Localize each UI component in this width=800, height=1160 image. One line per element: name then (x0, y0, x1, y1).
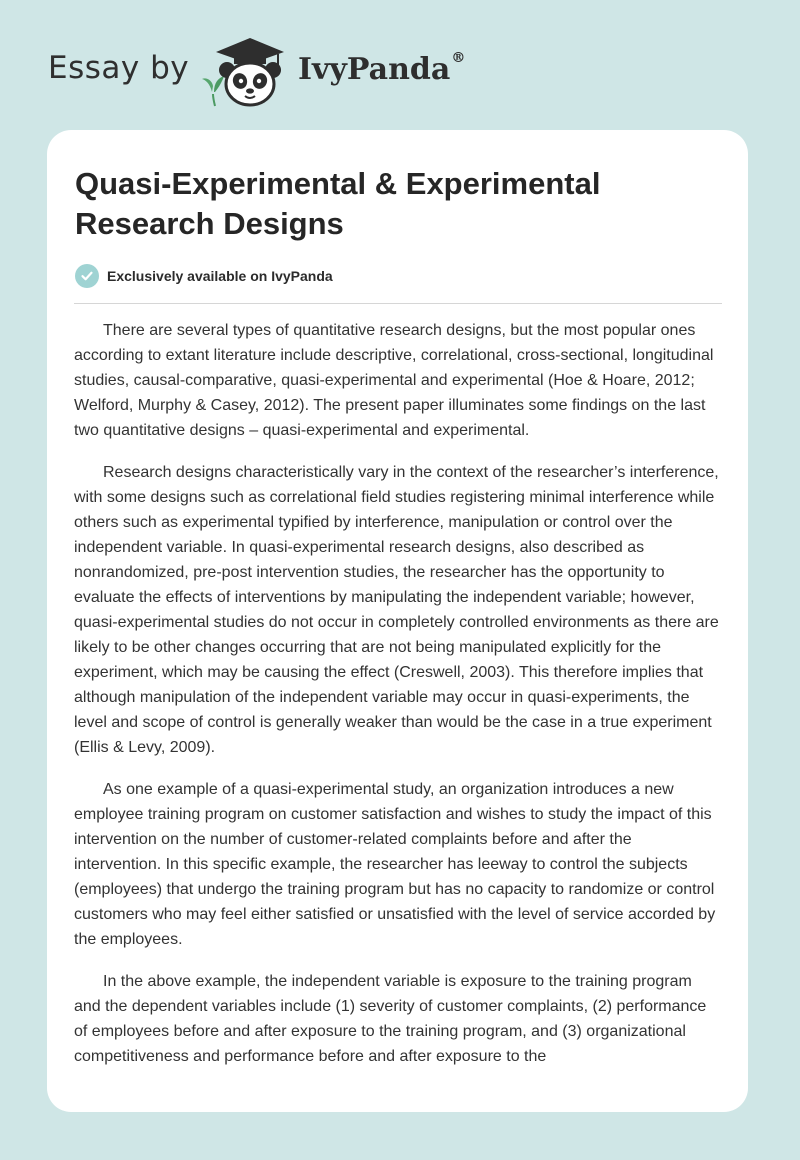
paragraph-1: There are several types of quantitative research designs, but the most popular ones according to extant literature include descriptive, correlational, cross-sectional, longitudinal studies, causal-comparative, quasi-experimental and experimental (Hoe & Hoare, 2012; Welford, Murphy & Casey, 2012). The present paper illuminates some findings on the last two quantitative designs – quasi-experimental and experimental. (74, 322, 714, 439)
ivypanda-logo-icon[interactable] (200, 36, 296, 108)
essay-by-label: Essay by (48, 50, 190, 86)
brand-name[interactable] (298, 52, 465, 87)
site-header (0, 0, 800, 120)
registered-mark: ® (451, 50, 466, 66)
brand-name-text: IvyPanda (298, 52, 451, 87)
exclusive-badge (75, 263, 333, 289)
checkmark-icon (75, 264, 99, 288)
divider (74, 303, 722, 304)
essay-title: Quasi-Experimental & Experimental Research Designs (75, 166, 601, 241)
paragraph-3: As one example of a quasi-experimental study, an organization introduces a new employee training program on customer satisfaction and wishes to study the impact of this intervention on the number of customer-related complaints before and after the intervention. In this specific example, the researcher has leeway to control the subjects (employees) that undergo the training program but has no capacity to randomize or control customers who may feel either satisfied or unsatisfied with the level of service accorded by the employees. (74, 781, 716, 948)
paragraph-4: In the above example, the independent variable is exposure to the training program and the dependent variables include (1) severity of customer complaints, (2) performance of employees before and after exposure to the training program, and (3) organizational competitiveness and performance before and after exposure to the (74, 973, 707, 1065)
exclusive-badge-label: Exclusively available on IvyPanda (107, 268, 333, 284)
essay-body (74, 318, 722, 1086)
paragraph-2: Research designs characteristically vary in the context of the researcher’s interference, with some designs such as correlational field studies registering minimal interference while others such as experimental typified by interference, manipulation or control over the independent variable. In quasi-experimental research designs, also described as nonrandomized, pre-post intervention studies, the researcher has the opportunity to evaluate the effects of interventions by manipulating the independent variable; however, quasi-experimental studies do not occur in completely controlled environments as there are likely to be other changes occurring that are not being manipulated explicitly for the experiment, which may be causing the effect (Creswell, 2003). This therefore implies that although manipulation of the independent variable may occur in quasi-experiments, the level and scope of control is generally weaker than would be the case in a true experiment (Ellis & Levy, 2009). (74, 464, 719, 756)
essay-card (47, 130, 748, 1112)
